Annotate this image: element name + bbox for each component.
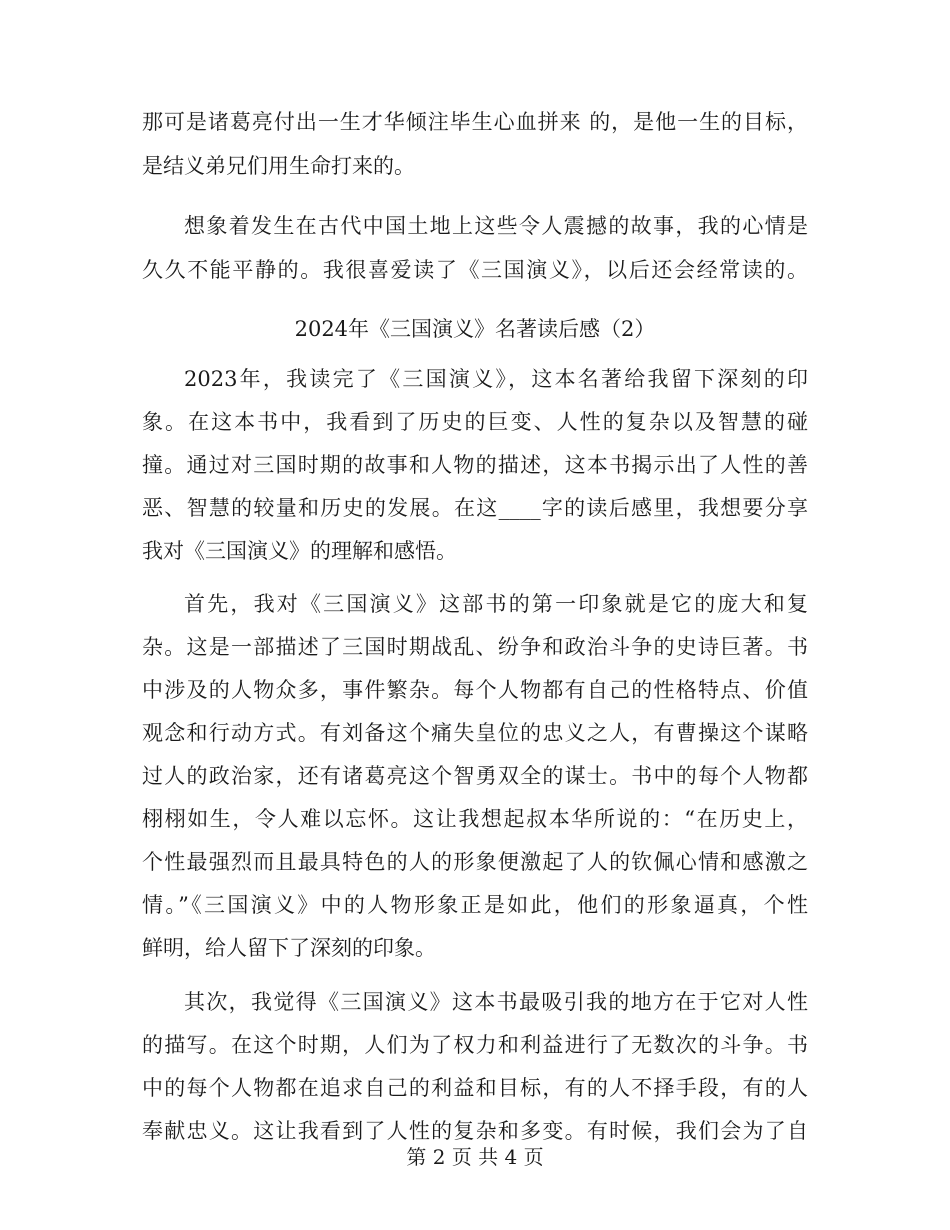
text-line: 我对《三国演义》的理解和感悟。 bbox=[142, 539, 457, 563]
text-line: 想象着发生在古代中国土地上这些令人震撼的故事，我的心情是 bbox=[184, 214, 808, 238]
text-line: 那可是诸葛亮付出一生才华倾注毕生心血拼来 的，是他一生的目标， bbox=[142, 110, 808, 134]
text-line: 的描写。在这个时期，人们为了权力和利益进行了无数次的斗争。书 bbox=[142, 1033, 808, 1057]
text-line: 恶、智慧的较量和历史的发展。在这____字的读后感里，我想要分享 bbox=[142, 496, 808, 520]
text-line: 个性最强烈而且最具特色的人的形象便激起了人的钦佩心情和感激之 bbox=[142, 850, 808, 874]
text-line: 情。”《三国演义》中的人物形象正是如此，他们的形象逼真，个性 bbox=[142, 893, 808, 917]
text-line: 是结义弟兄们用生命打来的。 bbox=[142, 154, 415, 178]
text-line: 奉献忠义。这让我看到了人性的复杂和多变。有时候，我们会为了自 bbox=[142, 1119, 808, 1143]
text-line: 观念和行动方式。有刘备这个痛失皇位的忠义之人，有曹操这个谋略 bbox=[142, 721, 808, 745]
text-line: 栩栩如生，令人难以忘怀。这让我想起叔本华所说的：“在历史上， bbox=[142, 807, 808, 831]
text-line: 鲜明，给人留下了深刻的印象。 bbox=[142, 936, 436, 960]
text-line: 象。在这本书中，我看到了历史的巨变、人性的复杂以及智慧的碰 bbox=[142, 410, 808, 434]
section-title: 2024年《三国演义》名著读后感（2） bbox=[294, 317, 656, 341]
page-number-footer: 第 2 页 共 4 页 bbox=[406, 1145, 544, 1169]
text-line: 久久不能平静的。我很喜爱读了《三国演义》，以后还会经常读的。 bbox=[142, 258, 808, 282]
text-line: 中涉及的人物众多，事件繁杂。每个人物都有自己的性格特点、价值 bbox=[142, 678, 808, 702]
text-line: 其次，我觉得《三国演义》这本书最吸引我的地方在于它对人性 bbox=[184, 990, 808, 1014]
text-line: 撞。通过对三国时期的故事和人物的描述，这本书揭示出了人性的善 bbox=[142, 453, 808, 477]
text-line: 中的每个人物都在追求自己的利益和目标，有的人不择手段，有的人 bbox=[142, 1076, 808, 1100]
text-line: 首先，我对《三国演义》这部书的第一印象就是它的庞大和复 bbox=[184, 592, 808, 616]
text-line: 过人的政治家，还有诸葛亮这个智勇双全的谋士。书中的每个人物都 bbox=[142, 764, 808, 788]
text-line: 2023年，我读完了《三国演义》，这本名著给我留下深刻的印 bbox=[184, 367, 808, 391]
text-line: 杂。这是一部描述了三国时期战乱、纷争和政治斗争的史诗巨著。书 bbox=[142, 635, 808, 659]
